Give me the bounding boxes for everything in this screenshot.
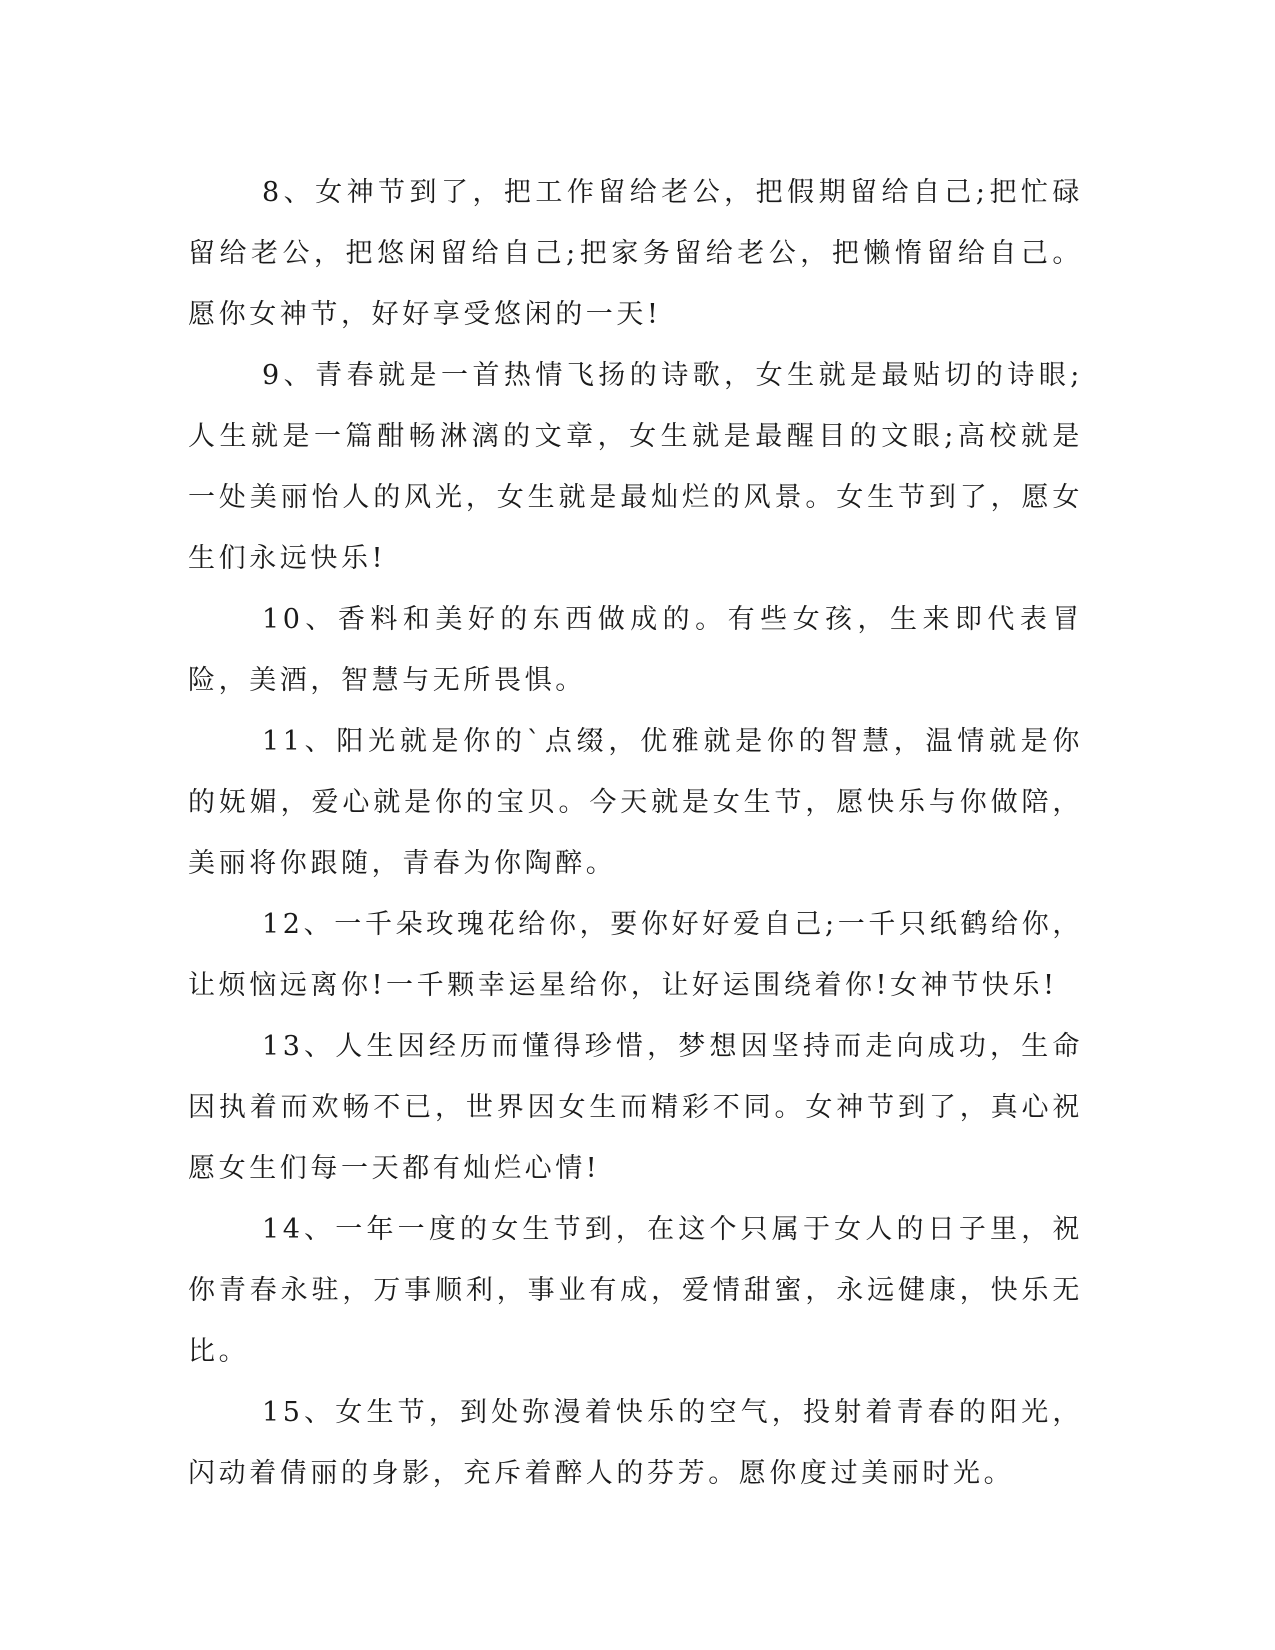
paragraph-15: 15、女生节，到处弥漫着快乐的空气，投射着青春的阳光，闪动着倩丽的身影，充斥着醉人的芬芳。愿你度过美丽时光。	[188, 1397, 1083, 1489]
paragraph-11: 11、阳光就是你的`点缀，优雅就是你的智慧，温情就是你的妩媚，爱心就是你的宝贝。今天就是女生节，愿快乐与你做陪，美丽将你跟随，青春为你陶醉。	[188, 726, 1083, 879]
paragraph-9: 9、青春就是一首热情飞扬的诗歌，女生就是最贴切的诗眼;人生就是一篇酣畅淋漓的文章，女生就是最醒目的文眼;高校就是一处美丽怡人的风光，女生就是最灿烂的风景。女生节到了，愿女生们永远快乐!	[188, 360, 1083, 574]
paragraph-8: 8、女神节到了，把工作留给老公，把假期留给自己;把忙碌留给老公，把悠闲留给自己;把家务留给老公，把懒惰留给自己。愿你女神节，好好享受悠闲的一天!	[188, 177, 1083, 330]
paragraph-10: 10、香料和美好的东西做成的。有些女孩，生来即代表冒险，美酒，智慧与无所畏惧。	[188, 604, 1083, 696]
paragraph-12: 12、一千朵玫瑰花给你，要你好好爱自己;一千只纸鹤给你，让烦恼远离你!一千颗幸运星给你，让好运围绕着你!女神节快乐!	[188, 909, 1083, 1001]
document-body	[188, 162, 1083, 1504]
paragraph-13: 13、人生因经历而懂得珍惜，梦想因坚持而走向成功，生命因执着而欢畅不已，世界因女生而精彩不同。女神节到了，真心祝愿女生们每一天都有灿烂心情!	[188, 1031, 1083, 1184]
paragraph-14: 14、一年一度的女生节到，在这个只属于女人的日子里，祝你青春永驻，万事顺利，事业有成，爱情甜蜜，永远健康，快乐无比。	[188, 1214, 1083, 1367]
